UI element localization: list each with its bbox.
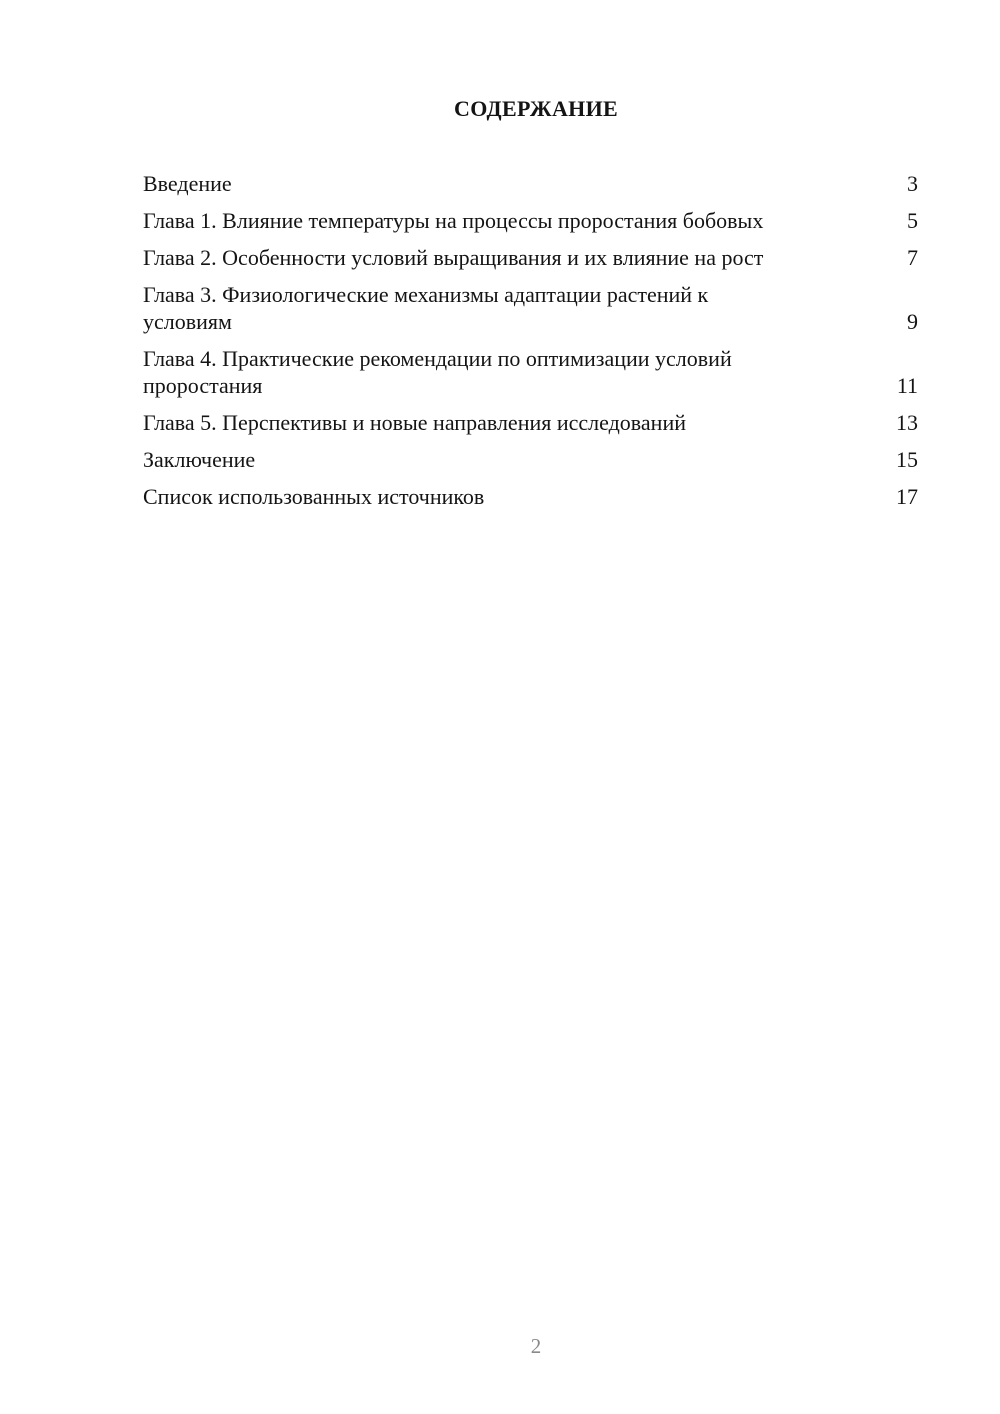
toc-entry-page: 11 [896,373,918,398]
table-of-contents [143,170,918,520]
toc-entry-conclusion[interactable] [143,446,918,473]
toc-entry-chapter-5[interactable] [143,409,918,436]
toc-entry-chapter-1[interactable] [143,207,918,234]
page-number: 2 [530,1334,542,1358]
toc-entry-text: Глава 4. Практические рекомендации по оптимизации условий проростания [143,346,732,398]
toc-title: СОДЕРЖАНИЕ [454,96,618,121]
toc-entry-text: Глава 3. Физиологические механизмы адаптации растений к условиям [143,282,709,334]
toc-entry-text: Список использованных источников [143,484,485,509]
toc-entry-text: Глава 5. Перспективы и новые направления исследований [143,410,686,435]
toc-entry-text: Заключение [143,447,256,472]
toc-entry-chapter-3[interactable] [143,281,918,335]
toc-entry-page: 3 [907,171,918,196]
toc-entry-page: 13 [896,410,918,435]
toc-entry-page: 7 [907,245,918,270]
toc-entry-references[interactable] [143,483,918,510]
toc-entry-page: 9 [907,309,918,334]
toc-entry-page: 15 [896,447,918,472]
toc-entry-text: Глава 1. Влияние температуры на процессы проростания бобовых [143,208,764,233]
toc-entry-text: Введение [143,171,232,196]
toc-entry-chapter-4[interactable] [143,345,918,399]
toc-entry-chapter-2[interactable] [143,244,918,271]
toc-entry-text: Глава 2. Особенности условий выращивания и их влияние на рост [143,245,764,270]
toc-entry-introduction[interactable] [143,170,918,197]
toc-entry-page: 17 [896,484,918,509]
toc-entry-page: 5 [907,208,918,233]
